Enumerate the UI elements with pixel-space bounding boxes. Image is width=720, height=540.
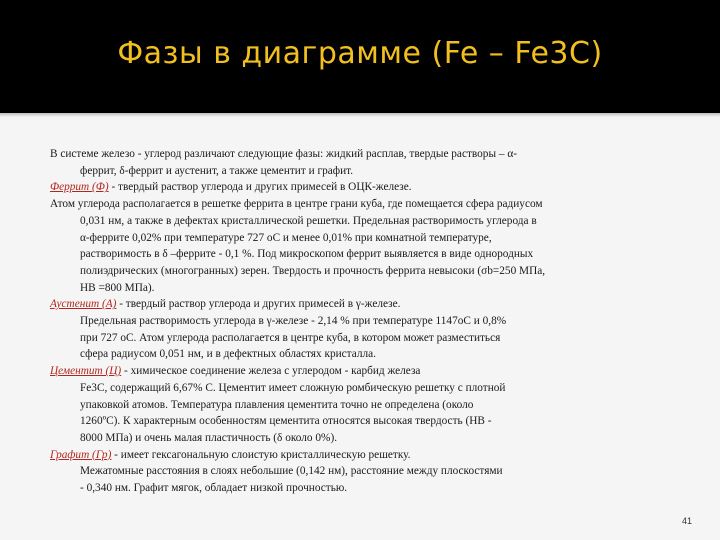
austenite-definition: - твердый раствор углерода и других примесей в γ-железе. (116, 298, 401, 311)
title-divider (0, 113, 720, 117)
slide-title: Фазы в диаграмме (Fe – Fe3C) (117, 36, 603, 71)
cementite-line-2: упаковкой атомов. Температура плавления цементита точно не определена (около (80, 398, 474, 411)
graphite-definition: - имеет гексагональную слоистую кристаллическую решетку. (111, 448, 411, 461)
austenite-line-2: при 727 oC. Атом углерода располагается в центре куба, в котором может разместиться (80, 331, 501, 344)
ferrite-line-3: α-феррите 0,02% при температуре 727 oC и менее 0,01% при комнатной температуре, (80, 231, 492, 244)
cementite-term: Цементит (Ц) (50, 365, 122, 378)
page-number: 41 (681, 516, 692, 526)
ferrite-line-6: НВ =800 МПа). (80, 281, 155, 294)
cementite-line-1: Fe3C, содержащий 6,67% С. Цементит имеет сложную ромбическую решетку с плотной (80, 381, 506, 394)
title-bar (0, 0, 720, 113)
cementite-definition: - химическое соединение железа с углеродом - карбид железа (121, 365, 421, 378)
cementite-heading (50, 363, 675, 380)
graphite-line-1: Межатомные расстояния в слоях небольшие (0,142 нм), расстояние между плоскостями (80, 465, 503, 478)
ferrite-line-1: Атом углерода располагается в решетке феррита в центре грани куба, где помещается сфера радиусом (50, 198, 543, 211)
intro-line-2: феррит, δ-феррит и аустенит, а также цементит и графит. (80, 164, 354, 177)
ferrite-term: Феррит (Ф) (50, 181, 109, 194)
austenite-line-1: Предельная растворимость углерода в γ-железе - 2,14 % при температуре 1147oC и 0,8% (80, 315, 507, 328)
slide-content (50, 146, 675, 497)
austenite-heading (50, 296, 675, 313)
ferrite-line-2: 0,031 нм, а также в дефектах кристаллической решетки. Предельная растворимость углерода в (80, 214, 537, 227)
cementite-line-3: 1260ºC). К характерным особенностям цементита относятся высокая твердость (НВ - (80, 415, 492, 428)
ferrite-definition: - твердый раствор углерода и других примесей в ОЦК-железе. (108, 181, 412, 194)
graphite-heading (50, 447, 675, 464)
austenite-term: Аустенит (А) (50, 298, 117, 311)
graphite-line-2: - 0,340 нм. Графит мягок, обладает низкой прочностью. (80, 482, 348, 495)
intro-line-1: В системе железо - углерод различают следующие фазы: жидкий расплав, твердые растворы – α- (50, 148, 518, 160)
ferrite-line-5: полиэдрических (многогранных) зерен. Твердость и прочность феррита невысоки (σb=250 МПа, (80, 264, 546, 277)
ferrite-heading (50, 179, 675, 196)
cementite-line-4: 8000 МПа) и очень малая пластичность (δ около 0%). (80, 431, 338, 444)
austenite-line-3: сфера радиусом 0,051 нм, и в дефектных областях кристалла. (80, 348, 376, 361)
graphite-term: Графит (Гр) (50, 448, 112, 461)
ferrite-line-4: растворимость в δ –феррите - 0,1 %. Под микроскопом феррит выявляется в виде однородных (80, 248, 534, 261)
